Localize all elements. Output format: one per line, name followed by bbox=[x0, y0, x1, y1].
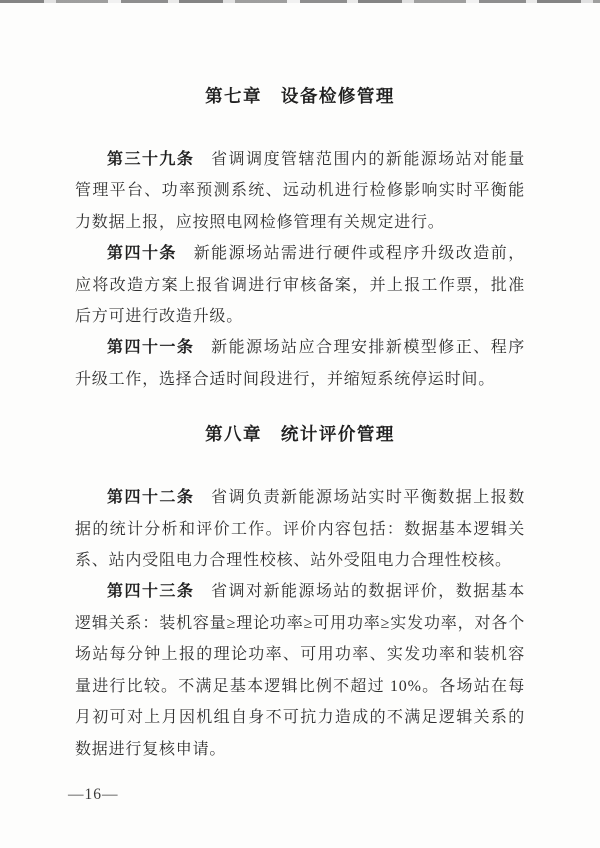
article-42-paragraph bbox=[75, 482, 525, 576]
article-40-number-label: 第四十条 bbox=[107, 245, 177, 263]
article-42-number-label: 第四十二条 bbox=[107, 489, 195, 507]
article-42-text: 省调负责新能源场站实时平衡数据上报数据的统计分析和评价工作。评价内容包括：数据基本逻辑关系、站内受阻电力合理性校核、站外受阻电力合理性校核。 bbox=[75, 489, 525, 570]
page-number: —16— bbox=[68, 786, 119, 803]
article-39-paragraph bbox=[75, 144, 525, 238]
article-43-number-label: 第四十三条 bbox=[107, 583, 195, 601]
article-43-text: 省调对新能源场站的数据评价，数据基本逻辑关系：装机容量≥理论功率≥可用功率≥实发功率，对各个场站每分钟上报的理论功率、可用功率、实发功率和装机容量进行比较。不满足基本逻辑比例不超过 10%。各场站在每月初可对上月因机组自身不可抗力造成的不满足逻辑关系的数据进行复核申请。 bbox=[75, 583, 525, 758]
chapter-8-articles bbox=[75, 482, 525, 765]
article-43-paragraph bbox=[75, 576, 525, 764]
article-40-text: 新能源场站需进行硬件或程序升级改造前，应将改造方案上报省调进行审核备案，并上报工作票，批准后方可进行改造升级。 bbox=[75, 245, 525, 326]
chapter-7-articles bbox=[75, 144, 525, 395]
article-39-number-label: 第三十九条 bbox=[107, 151, 195, 168]
article-41-text: 新能源场站应合理安排新模型修正、程序升级工作，选择合适时间段进行，并缩短系统停运时间。 bbox=[75, 339, 525, 388]
chapter-8-title: 第八章 统计评价管理 bbox=[205, 424, 395, 445]
article-39-text: 省调调度管辖范围内的新能源场站对能量管理平台、功率预测系统、远动机进行检修影响实时平衡能力数据上报，应按照电网检修管理有关规定进行。 bbox=[75, 151, 525, 231]
chapter-7-title: 第七章 设备检修管理 bbox=[205, 86, 395, 106]
article-41-number-label: 第四十一条 bbox=[107, 339, 195, 357]
article-40-paragraph bbox=[75, 238, 525, 332]
article-41-paragraph bbox=[75, 332, 525, 395]
page-content bbox=[75, 0, 525, 765]
